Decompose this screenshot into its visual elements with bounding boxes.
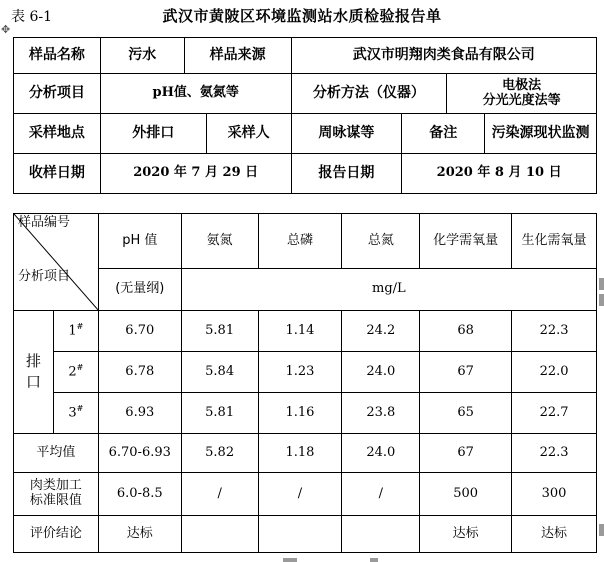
cell-2-cod: 67 <box>420 352 512 393</box>
horizontal-scroll-marker[interactable] <box>370 558 378 562</box>
eval-bod: 达标 <box>512 516 597 553</box>
cell-1-bod: 22.3 <box>512 311 597 352</box>
cell-1-ph: 6.70 <box>98 311 181 352</box>
eval-cod: 达标 <box>420 516 512 553</box>
avg-cod: 67 <box>420 434 512 473</box>
cell-3-tp: 1.16 <box>258 393 342 434</box>
corner-analysis-item-label: 分析项目 <box>18 269 71 284</box>
remark-value: 污染源现状监测 <box>485 114 597 154</box>
sampler-label: 采样人 <box>206 114 291 154</box>
col-header-cod: 化学需氧量 <box>420 214 512 269</box>
unit-mg-per-l: mg/L <box>181 269 596 311</box>
report-title: 武汉市黄陂区环境监测站水质检验报告单 <box>162 7 442 25</box>
avg-ammonia: 5.82 <box>181 434 258 473</box>
cell-1-ammonia: 5.81 <box>181 311 258 352</box>
col-header-ph: pH 值 <box>98 214 181 269</box>
limit-cod: 500 <box>420 473 512 516</box>
cell-3-ph: 6.93 <box>98 393 181 434</box>
sampling-site-label: 采样地点 <box>14 114 101 154</box>
limit-tn: / <box>342 473 420 516</box>
cell-2-tp: 1.23 <box>258 352 342 393</box>
results-table <box>13 213 597 553</box>
scroll-marker[interactable] <box>599 524 604 536</box>
cell-1-tn: 24.2 <box>342 311 420 352</box>
limit-label: 肉类加工 标准限值 <box>14 473 99 516</box>
sample-name-value: 污水 <box>100 38 184 74</box>
report-header-table <box>13 37 597 194</box>
cell-3-bod: 22.7 <box>512 393 597 434</box>
remark-label: 备注 <box>402 114 485 154</box>
analysis-item-label: 分析项目 <box>14 74 101 114</box>
sample-name-label: 样品名称 <box>14 38 101 74</box>
limit-ammonia: / <box>181 473 258 516</box>
avg-ph: 6.70-6.93 <box>98 434 181 473</box>
avg-tp: 1.18 <box>258 434 342 473</box>
analysis-item-value: pH值、氨氮等 <box>100 74 291 114</box>
scroll-marker[interactable] <box>599 294 604 306</box>
row-no-1: 1# <box>53 311 98 352</box>
cell-2-tn: 24.0 <box>342 352 420 393</box>
cell-3-tn: 23.8 <box>342 393 420 434</box>
sample-source-label: 样品来源 <box>184 38 291 74</box>
cell-1-cod: 68 <box>420 311 512 352</box>
analysis-method-value: 电极法 分光光度法等 <box>447 74 597 114</box>
row-no-2: 2# <box>53 352 98 393</box>
corner-sample-no-label: 样品编号 <box>18 215 71 230</box>
limit-ph: 6.0-8.5 <box>98 473 181 516</box>
receive-date-label: 收样日期 <box>14 154 101 194</box>
cell-2-ph: 6.78 <box>98 352 181 393</box>
eval-ammonia <box>181 516 258 553</box>
horizontal-scroll-thumb[interactable] <box>283 558 297 562</box>
col-header-total-nitrogen: 总氮 <box>342 214 420 269</box>
group-label-outlet: 排 口 <box>14 311 54 434</box>
sampling-site-value: 外排口 <box>100 114 206 154</box>
report-date-label: 报告日期 <box>291 154 402 194</box>
table-number: 表 6-1 <box>11 9 52 25</box>
avg-tn: 24.0 <box>342 434 420 473</box>
cell-2-ammonia: 5.84 <box>181 352 258 393</box>
analysis-method-label: 分析方法（仪器） <box>291 74 447 114</box>
average-label: 平均值 <box>14 434 99 473</box>
table-move-handle-icon[interactable]: ✥ <box>1 23 11 36</box>
limit-bod: 300 <box>512 473 597 516</box>
corner-diagonal-cell <box>14 214 99 311</box>
report-date-value: 2020 年 8 月 10 日 <box>402 154 597 194</box>
unit-ph: (无量纲) <box>98 269 181 311</box>
cell-3-cod: 65 <box>420 393 512 434</box>
receive-date-value: 2020 年 7 月 29 日 <box>100 154 291 194</box>
scroll-marker[interactable] <box>599 278 604 290</box>
sampler-value: 周咏谋等 <box>291 114 402 154</box>
eval-ph: 达标 <box>98 516 181 553</box>
col-header-ammonia: 氨氮 <box>181 214 258 269</box>
limit-tp: / <box>258 473 342 516</box>
eval-tp <box>258 516 342 553</box>
evaluation-label: 评价结论 <box>14 516 99 553</box>
cell-3-ammonia: 5.81 <box>181 393 258 434</box>
eval-tn <box>342 516 420 553</box>
col-header-total-phosphorus: 总磷 <box>258 214 342 269</box>
sample-source-value: 武汉市明翔肉类食品有限公司 <box>291 38 597 74</box>
cell-2-bod: 22.0 <box>512 352 597 393</box>
row-no-3: 3# <box>53 393 98 434</box>
avg-bod: 22.3 <box>512 434 597 473</box>
col-header-bod: 生化需氧量 <box>512 214 597 269</box>
cell-1-tp: 1.14 <box>258 311 342 352</box>
